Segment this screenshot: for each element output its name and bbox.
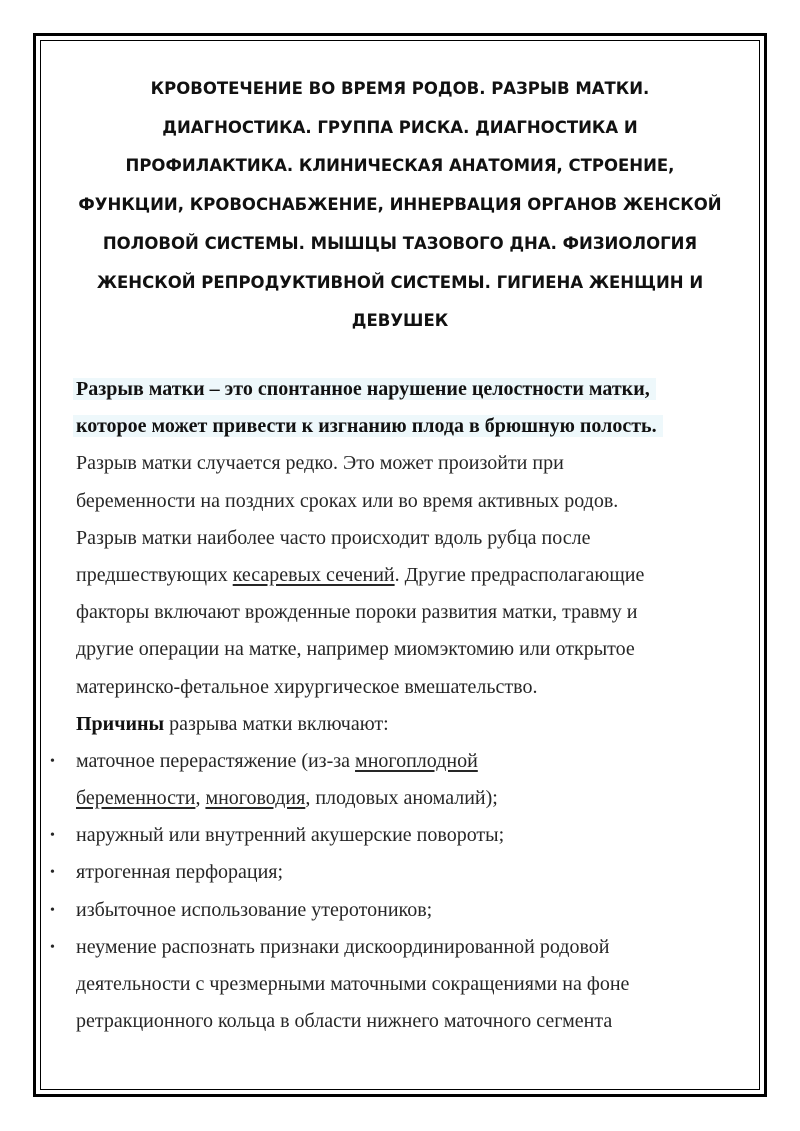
list-item: [50, 743, 726, 780]
list-item-text: маточное перерастяжение (из-за: [76, 749, 356, 772]
paragraph-line: Разрыв матки наиболее часто происходит вдоль рубца после: [76, 526, 591, 549]
causes-text: разрыва матки включают:: [164, 712, 389, 735]
bullet-icon: •: [50, 902, 55, 918]
title-line: ПРОФИЛАКТИКА. КЛИНИЧЕСКАЯ АНАТОМИЯ, СТРОЕНИЕ,: [125, 156, 675, 176]
paragraph-line: материнско-фетальное хирургическое вмешательство.: [76, 675, 538, 698]
list-item-text: наружный или внутренний акушерские повороты;: [76, 824, 505, 847]
bullet-icon: •: [50, 865, 55, 881]
definition-highlight: [73, 378, 656, 400]
paragraph-line: Разрыв матки случается редко. Это может произойти при: [76, 452, 564, 475]
paragraph-line: другие операции на матке, например миомэктомию или открытое: [76, 638, 635, 661]
title-line: ФУНКЦИИ, КРОВОСНАБЖЕНИЕ, ИННЕРВАЦИЯ ОРГАНОВ ЖЕНСКОЙ: [78, 195, 722, 215]
title-line: КРОВОТЕЧЕНИЕ ВО ВРЕМЯ РОДОВ. РАЗРЫВ МАТКИ.: [150, 79, 650, 98]
title-line: ЖЕНСКОЙ РЕПРОДУКТИВНОЙ СИСТЕМЫ. ГИГИЕНА ЖЕНЩИН И: [96, 272, 704, 292]
multiple-pregnancy-link[interactable]: многоплодной: [355, 749, 478, 772]
bullet-icon: •: [50, 828, 55, 844]
title-line: ДИАГНОСТИКА. ГРУППА РИСКА. ДИАГНОСТИКА И: [162, 117, 638, 137]
list-item-text: неумение распознать признаки дискоординированной родовой: [76, 935, 610, 958]
list-item-text: ятрогенная перфорация;: [76, 861, 284, 884]
definition-line: [76, 408, 726, 445]
paragraph-text: предшествующих: [76, 563, 233, 586]
title-line: ДЕВУШЕК: [351, 311, 449, 331]
list-item: [50, 854, 726, 891]
definition-text: которое может привести к изгнанию плода в брюшную полость.: [76, 415, 657, 438]
paragraph-text: . Другие предрасполагающие: [394, 563, 645, 586]
list-item-text: , плодовых аномалий);: [305, 787, 498, 810]
causes-label: Причины: [76, 712, 165, 735]
list-item: [50, 929, 726, 966]
bullet-icon: •: [50, 939, 55, 955]
definition-highlight: [73, 415, 663, 437]
list-item-continuation: деятельности с чрезмерными маточными сокращениями на фоне: [76, 973, 630, 995]
list-item-text: ,: [195, 787, 206, 810]
list-item-continuation: [76, 780, 726, 817]
page-title: [40, 70, 760, 341]
paragraph-line: беременности на поздних сроках или во время активных родов.: [76, 489, 619, 512]
list-item-continuation: ретракционного кольца в области нижнего маточного сегмента: [76, 1010, 613, 1033]
cesarean-link[interactable]: кесаревых сечений: [232, 563, 395, 586]
bullet-icon: •: [50, 753, 55, 769]
multiple-pregnancy-link[interactable]: беременности: [76, 787, 196, 810]
definition-line: [76, 371, 726, 408]
definition-text: Разрыв матки – это спонтанное нарушение целостности матки,: [76, 378, 650, 400]
list-item: [50, 817, 726, 854]
paragraph-line: факторы включают врожденные пороки развития матки, травму и: [76, 601, 638, 624]
paragraph-line: [76, 557, 726, 594]
document-body: [50, 371, 726, 1040]
list-item-text: избыточное использование утеротоников;: [76, 898, 433, 921]
list-item: [50, 892, 726, 929]
polyhydramnios-link[interactable]: многоводия: [205, 787, 306, 810]
title-line: ПОЛОВОЙ СИСТЕМЫ. МЫШЦЫ ТАЗОВОГО ДНА. ФИЗИОЛОГИЯ: [102, 233, 698, 253]
causes-heading: [76, 706, 726, 743]
